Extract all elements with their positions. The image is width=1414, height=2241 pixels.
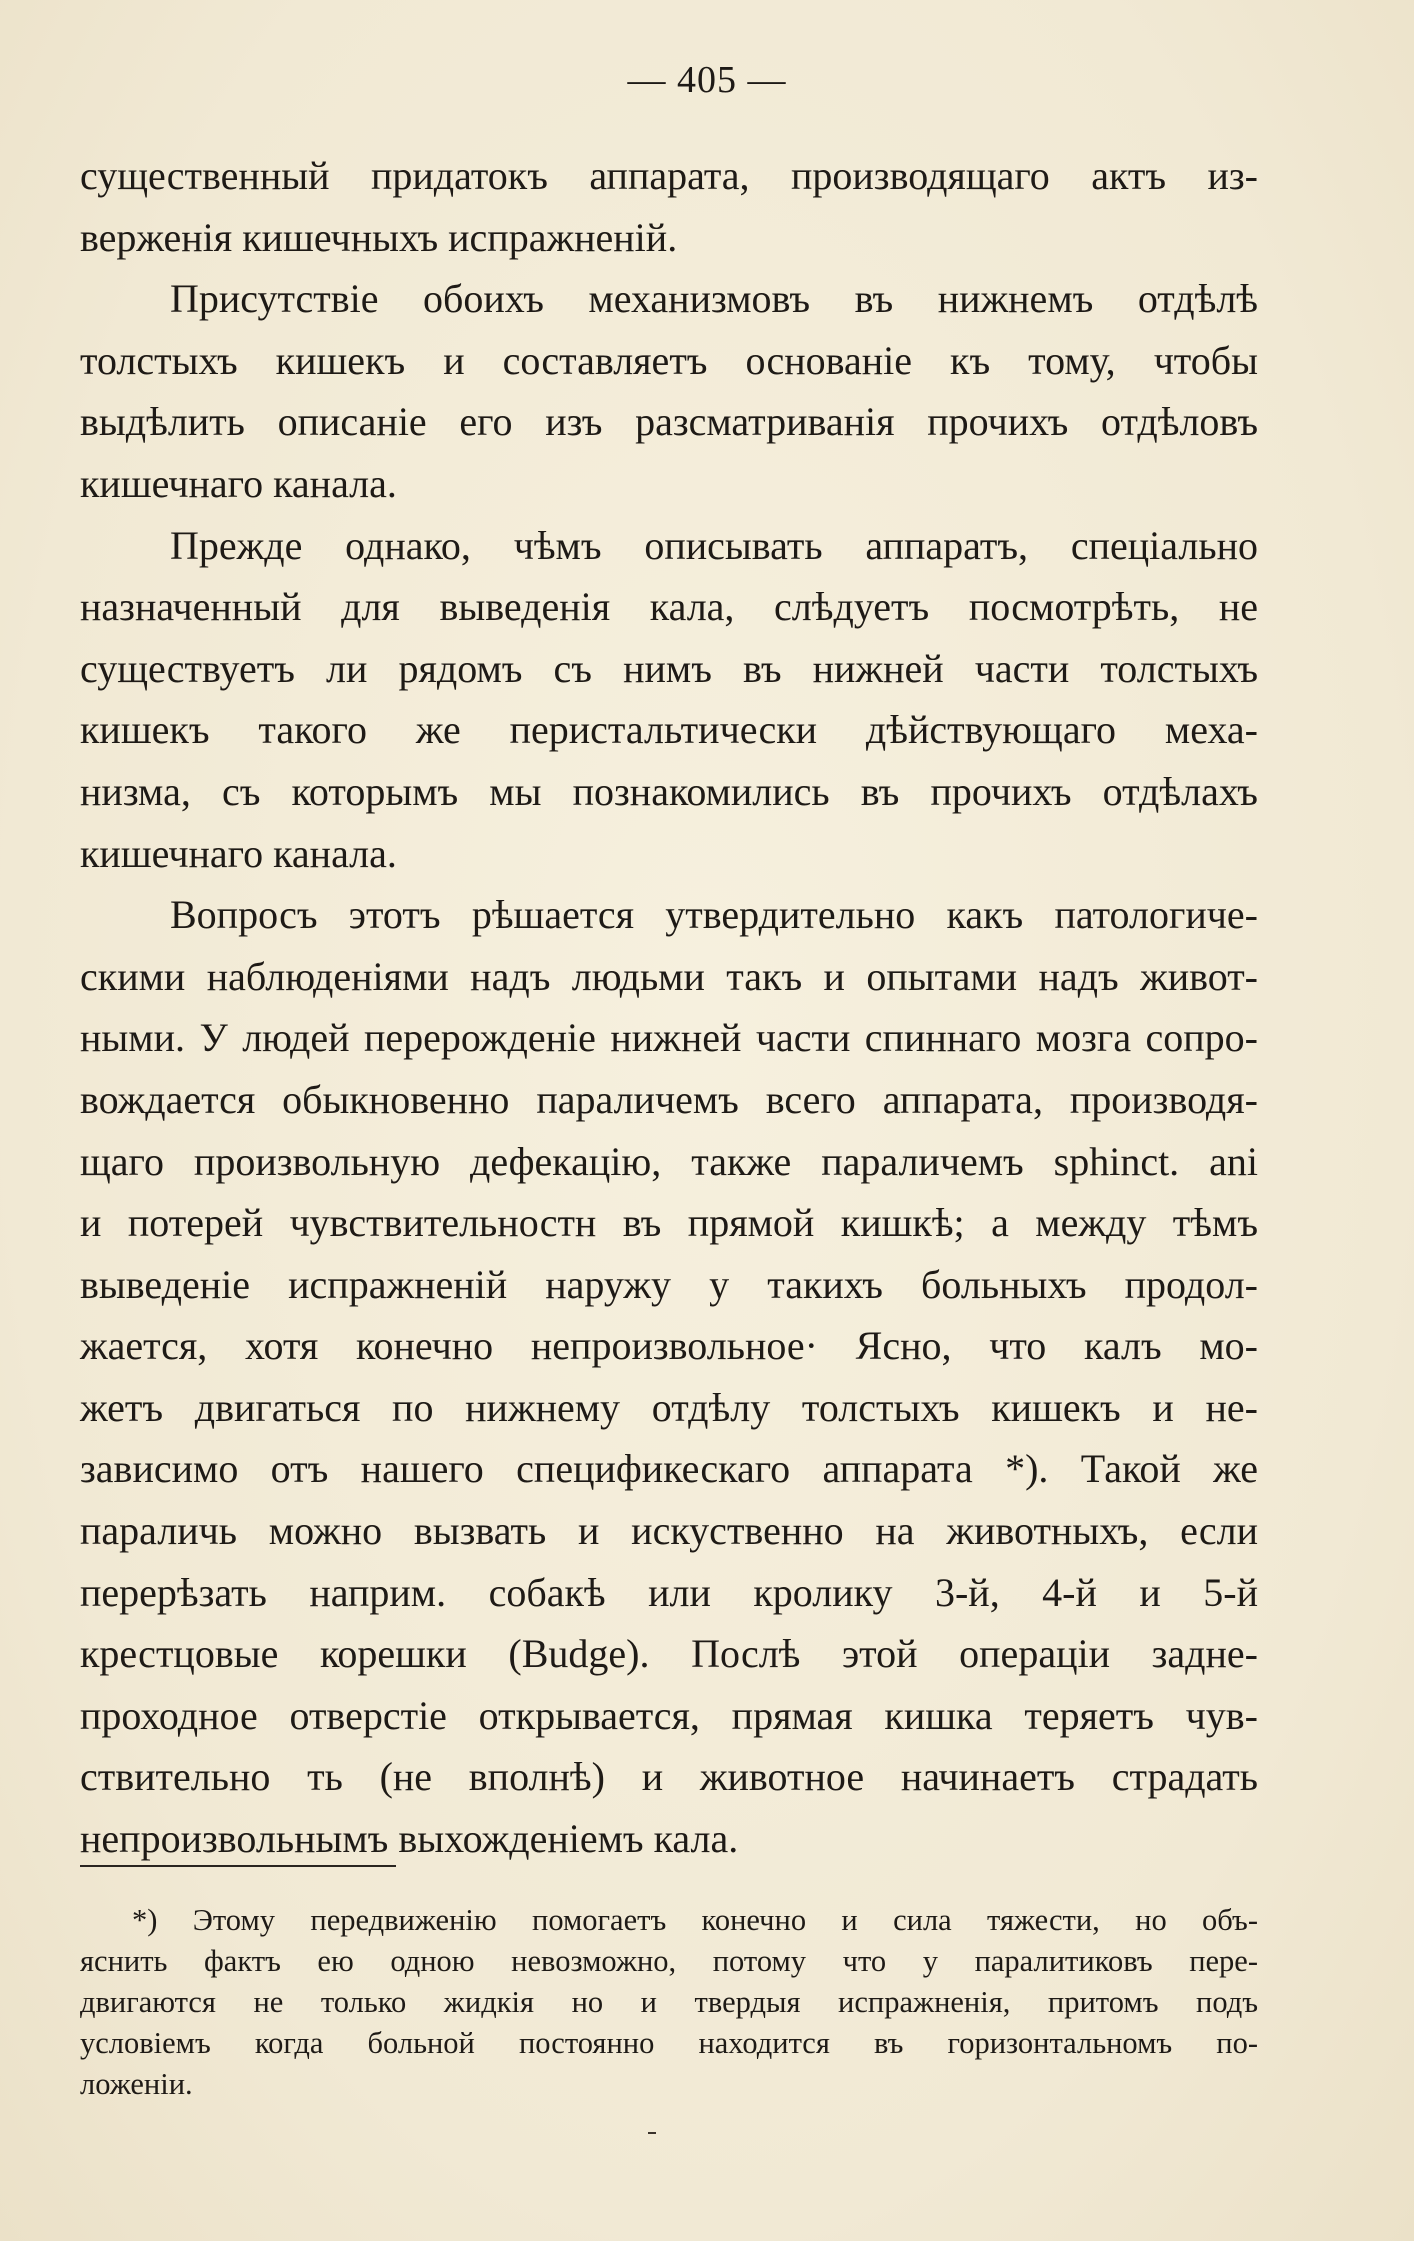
print-mark xyxy=(648,2132,656,2134)
page-number: — 405 — xyxy=(627,59,787,101)
text-line: Прежде однако, чѣмъ описывать аппаратъ, спеціально xyxy=(170,522,1258,568)
text-line: кишекъ такого же перистальтически дѣйствующаго меха- xyxy=(80,707,1258,753)
footnote-line: условіемъ когда больной постоянно находится въ горизонтальномъ по- xyxy=(80,2026,1258,2060)
footnote-line: ложеніи. xyxy=(80,2067,193,2101)
text-line: вождается обыкновенно параличемъ всего аппарата, производя- xyxy=(80,1076,1258,1122)
text-line: Вопросъ этотъ рѣшается утвердительно какъ патологиче- xyxy=(170,892,1258,938)
text-line: жается, хотя конечно непроизвольное· Ясно, что калъ мо- xyxy=(80,1323,1258,1369)
text-line: непроизвольнымъ выхожденіемъ кала. xyxy=(80,1816,739,1862)
footnote-divider xyxy=(80,1865,396,1867)
text-line: параличь можно вызвать и искуственно на животныхъ, если xyxy=(80,1508,1258,1554)
body-text xyxy=(80,145,1258,1870)
text-line: проходное отверстіе открывается, прямая кишка теряетъ чув- xyxy=(80,1692,1258,1738)
text-line: крестцовые корешки (Budge). Послѣ этой операціи задне- xyxy=(80,1631,1258,1677)
text-line: толстыхъ кишекъ и составляетъ основаніе къ тому, чтобы xyxy=(80,337,1258,383)
text-line: кишечнаго канала. xyxy=(80,460,397,506)
text-line: перерѣзать наприм. собакѣ или кролику 3-й, 4-й и 5-й xyxy=(80,1569,1258,1615)
text-line: скими наблюденіями надъ людьми такъ и опытами надъ живот- xyxy=(80,953,1258,999)
footnote xyxy=(80,1900,1258,2105)
text-line: низма, съ которымъ мы познакомились въ прочихъ отдѣлахъ xyxy=(80,768,1258,814)
text-line: выдѣлить описаніе его изъ разсматриванія прочихъ отдѣловъ xyxy=(80,399,1258,445)
text-line: существуетъ ли рядомъ съ нимъ въ нижней части толстыхъ xyxy=(80,645,1258,691)
text-line: ствительно ть (не вполнѣ) и животное начинаетъ страдать xyxy=(80,1754,1258,1800)
text-line: щаго произвольную дефекацію, также параличемъ sphinct. ani xyxy=(80,1138,1258,1184)
footnote-line: яснить фактъ ею одною невозможно, потому что у паралитиковъ пере- xyxy=(80,1944,1258,1978)
text-line: жетъ двигаться по нижнему отдѣлу толстыхъ кишекъ и не- xyxy=(80,1384,1258,1430)
text-line: ными. У людей перерожденіе нижней части спиннаго мозга сопро- xyxy=(80,1015,1258,1061)
footnote-line: двигаются не только жидкія но и твердыя испражненія, притомъ подъ xyxy=(80,1985,1258,2019)
text-line: назначенный для выведенія кала, слѣдуетъ посмотрѣть, не xyxy=(80,584,1258,630)
text-line: зависимо отъ нашего спецификескаго аппарата *). Такой же xyxy=(80,1446,1258,1492)
text-line: выведеніе испражненій наружу у такихъ больныхъ продол- xyxy=(80,1261,1258,1307)
footnote-line: *) Этому передвиженію помогаетъ конечно и сила тяжести, но объ- xyxy=(132,1903,1258,1937)
text-line: Присутствіе обоихъ механизмовъ въ нижнемъ отдѣлѣ xyxy=(170,276,1258,322)
text-line: существенный придатокъ аппарата, производящаго актъ из- xyxy=(80,153,1258,198)
text-line: и потерей чувствительностн въ прямой кишкѣ; а между тѣмъ xyxy=(80,1200,1258,1246)
text-line: верженія кишечныхъ испражненій. xyxy=(80,214,678,260)
text-line: кишечнаго канала. xyxy=(80,830,397,876)
